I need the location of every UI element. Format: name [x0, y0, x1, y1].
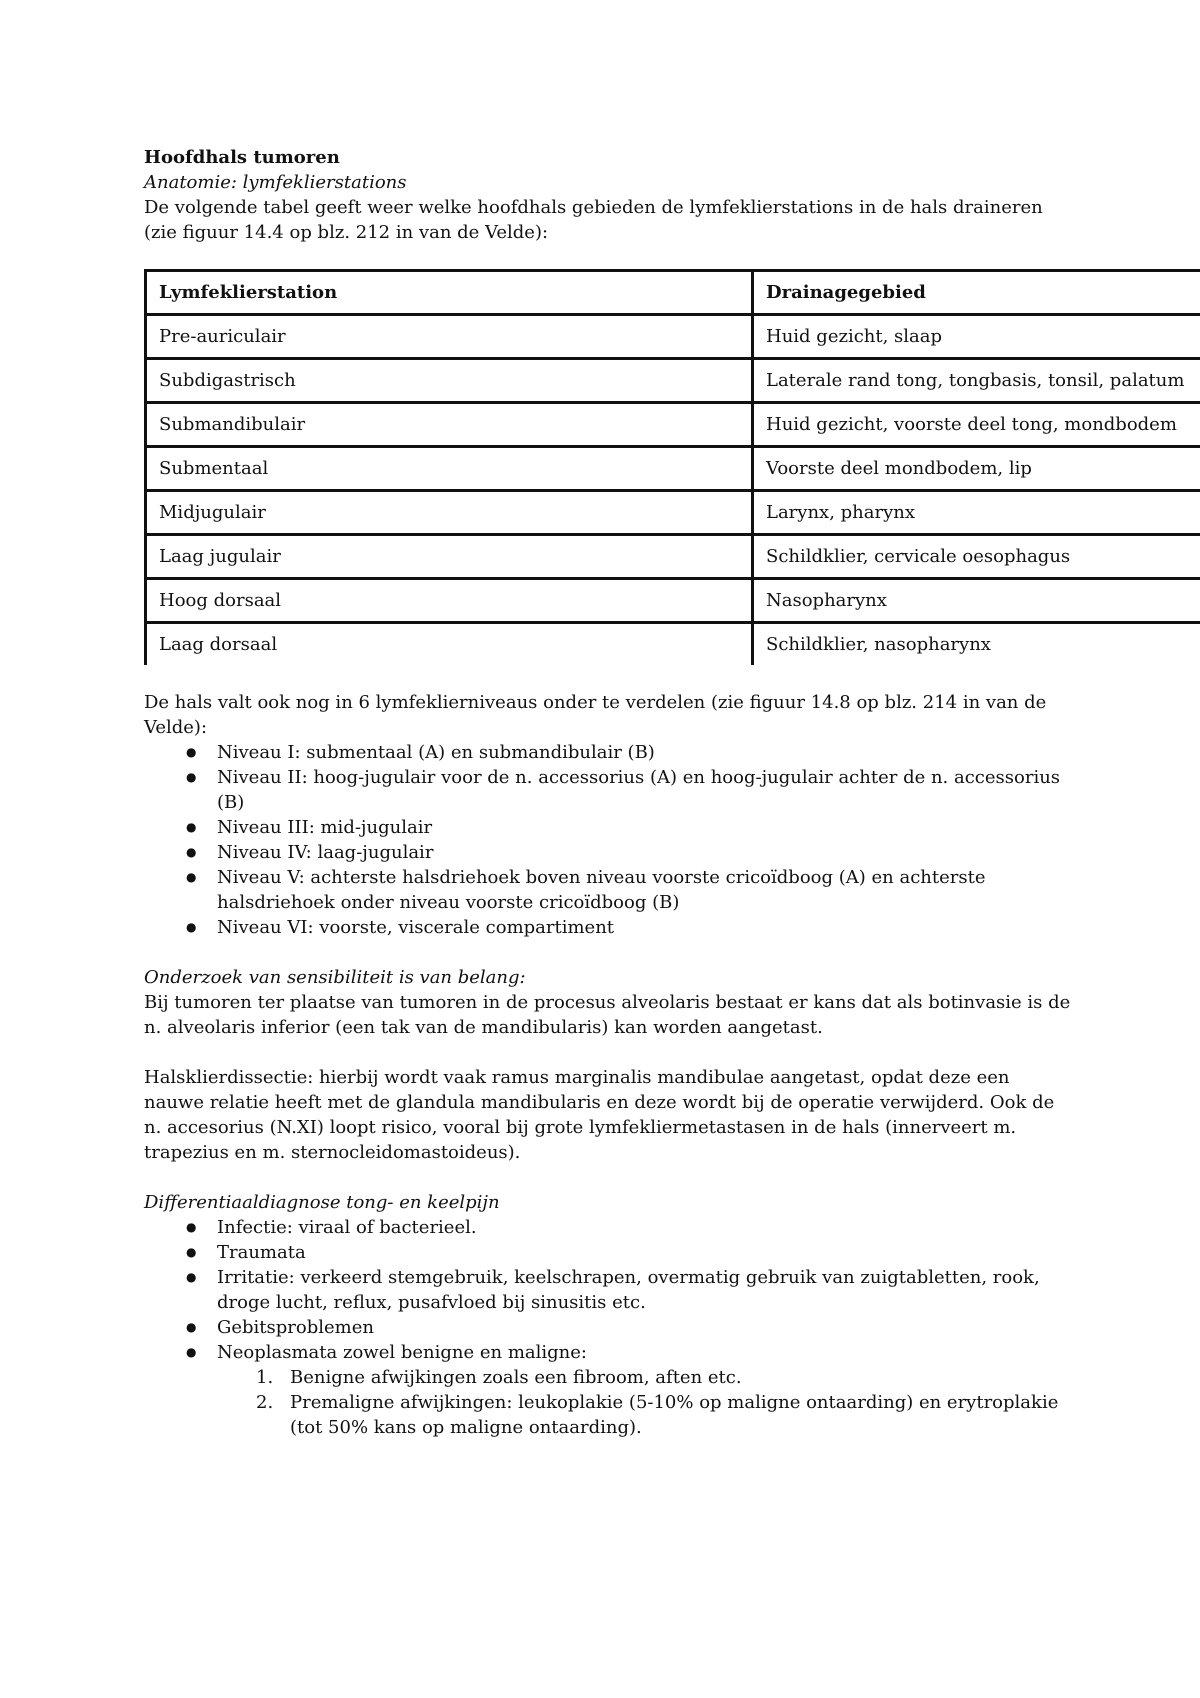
differential-heading: Differentiaaldiagnose tong- en keelpijn [144, 1192, 500, 1213]
neoplasm-list [144, 1365, 1200, 1440]
list-item: ● Niveau VI: voorste, viscerale compartiment [217, 915, 1077, 940]
spacer [144, 940, 1200, 965]
list-item: ● Niveau II: hoog-jugulair voor de n. accessorius (A) en hoog-jugulair achter de n. accessorius (B) [217, 765, 1077, 815]
spacer [144, 1040, 1200, 1065]
drainage-area-cell: Larynx, pharynx [753, 491, 1200, 535]
header-drainage-area: Drainagegebied [753, 271, 1200, 315]
drainage-area-cell: Huid gezicht, voorste deel tong, mondbodem [753, 403, 1200, 447]
sensibility-paragraph: Bij tumoren ter plaatse van tumoren in de procesus alveolaris bestaat er kans dat als botinvasie is de n. alveolaris inferior (een tak van de mandibularis) kan worden aangetast. [144, 992, 1071, 1038]
lymph-station-cell: Laag dorsaal [146, 623, 753, 666]
dissection-paragraph: Halsklierdissectie: hierbij wordt vaak ramus marginalis mandibulae aangetast, opdat deze een nauwe relatie heeft met de glandula mandibularis en deze wordt bij de operatie verwijderd. Ook de n. accesorius (N.XI) loopt risico, vooral bij grote lymfekliermetastasen in de hals (innerveert m. trapezius en m. sternocleidomastoideus). [144, 1067, 1055, 1163]
list-text: Benigne afwijkingen zoals een fibroom, aften etc. [290, 1367, 742, 1388]
list-item: ● Niveau V: achterste halsdriehoek boven niveau voorste cricoïdboog (A) en achterste halsdriehoek onder niveau voorste cricoïdboog (B) [217, 865, 1077, 915]
list-item: ● Irritatie: verkeerd stemgebruik, keelschrapen, overmatig gebruik van zuigtabletten, rook, droge lucht, reflux, pusafvloed bij sinusitis etc. [217, 1265, 1077, 1315]
document-page [144, 145, 1200, 1440]
table-row [146, 359, 1200, 403]
drainage-area-cell: Nasopharynx [753, 579, 1200, 623]
table-row [146, 315, 1200, 359]
drainage-area-cell: Voorste deel mondbodem, lip [753, 447, 1200, 491]
document-title: Hoofdhals tumoren [144, 147, 340, 168]
spacer [144, 665, 1200, 690]
list-item: ● Niveau IV: laag-jugulair [217, 840, 1077, 865]
list-item: ● Traumata [217, 1240, 1077, 1265]
list-item: ● Neoplasmata zowel benigne en maligne: [217, 1340, 1077, 1365]
levels-intro: De hals valt ook nog in 6 lymfeklierniveaus onder te verdelen (zie figuur 14.8 op blz. 214 in van de Velde): [144, 692, 1047, 738]
table-header-row [146, 271, 1200, 315]
lymph-station-cell: Submandibulair [146, 403, 753, 447]
list-item: ● Gebitsproblemen [217, 1315, 1077, 1340]
table-row [146, 491, 1200, 535]
differential-list [144, 1215, 1200, 1365]
lymph-station-cell: Subdigastrisch [146, 359, 753, 403]
drainage-area-cell: Laterale rand tong, tongbasis, tonsil, palatum [753, 359, 1200, 403]
list-text: Premaligne afwijkingen: leukoplakie (5-10% op maligne ontaarding) en erytroplakie (tot 50% kans op maligne ontaarding). [290, 1392, 1059, 1438]
table-row [146, 579, 1200, 623]
list-item: ● Infectie: viraal of bacterieel. [217, 1215, 1077, 1240]
sensibility-heading: Onderzoek van sensibiliteit is van belang: [144, 967, 526, 988]
intro-paragraph: De volgende tabel geeft weer welke hoofdhals gebieden de lymfeklierstations in de hals draineren (zie figuur 14.4 op blz. 212 in van de Velde): [144, 197, 1043, 243]
header-lymph-station: Lymfeklierstation [146, 271, 753, 315]
table-row [146, 535, 1200, 579]
lymph-station-cell: Hoog dorsaal [146, 579, 753, 623]
list-item [256, 1365, 1080, 1390]
anatomy-heading: Anatomie: lymfeklierstations [144, 172, 407, 193]
drainage-area-cell: Schildklier, nasopharynx [753, 623, 1200, 666]
lymph-station-cell: Laag jugulair [146, 535, 753, 579]
list-item: ● Niveau III: mid-jugulair [217, 815, 1077, 840]
lymph-station-cell: Midjugulair [146, 491, 753, 535]
list-number: 2. [256, 1392, 274, 1413]
lymph-station-cell: Submentaal [146, 447, 753, 491]
drainage-area-cell: Schildklier, cervicale oesophagus [753, 535, 1200, 579]
drainage-area-cell: Huid gezicht, slaap [753, 315, 1200, 359]
list-item [256, 1390, 1080, 1440]
list-number: 1. [256, 1367, 274, 1388]
table-row [146, 403, 1200, 447]
spacer [144, 1165, 1200, 1190]
table-row [146, 447, 1200, 491]
lymph-node-table [144, 269, 1200, 665]
lymph-station-cell: Pre-auriculair [146, 315, 753, 359]
levels-list [144, 740, 1200, 940]
table-row [146, 623, 1200, 666]
list-item: ● Niveau I: submentaal (A) en submandibulair (B) [217, 740, 1077, 765]
